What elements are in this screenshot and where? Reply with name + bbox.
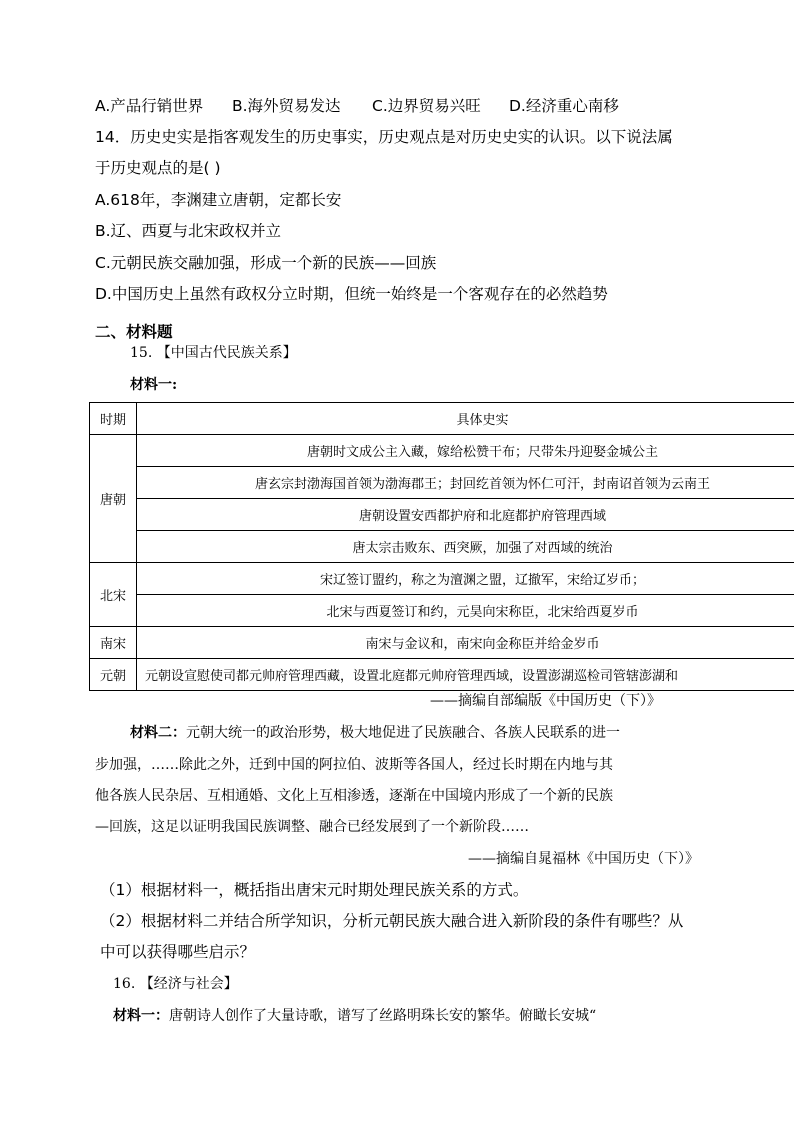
material2-line4: —回族，这足以证明我国民族调整、融合已经发展到了一个新阶段…… xyxy=(95,819,529,835)
table-period-yuan: 元朝 xyxy=(90,659,137,691)
material2-line3: 他各族人民杂居、互相通婚、文化上互相渗透，逐渐在中国境内形成了一个新的民族 xyxy=(95,788,613,804)
q16-material1-label: 材料一： xyxy=(113,1008,169,1024)
table-cell: 唐朝设置安西都护府和北庭都护府管理西域 xyxy=(137,499,794,531)
q14-stem-line1: 14．历史史实是指客观发生的历史事实，历史观点是对历史史实的认识。以下说法属 xyxy=(95,128,673,146)
source-citation-1: ——摘编自部编版《中国历史（下）》 xyxy=(430,693,661,709)
q13-option-a: A.产品行销世界 xyxy=(95,97,204,115)
q13-option-b: B.海外贸易发达 xyxy=(232,97,341,115)
history-table xyxy=(89,402,794,691)
q14-option-d: D.中国历史上虽然有政权分立时期，但统一始终是一个客观存在的必然趋势 xyxy=(95,285,608,303)
material2-text: 元朝大统一的政治形势，极大地促进了民族融合、各族人民联系的进一 xyxy=(186,725,620,741)
material2-line1 xyxy=(130,723,620,743)
q14-option-a: A.618年，李渊建立唐朝，定都长安 xyxy=(95,191,342,209)
q16-title: 16. 【经济与社会】 xyxy=(113,976,238,992)
table-cell: 宋辽签订盟约，称之为澶渊之盟，辽撤军，宋给辽岁币； xyxy=(137,563,794,595)
table-cell: 唐太宗击败东、西突厥，加强了对西域的统治 xyxy=(137,531,794,563)
table-cell: 唐玄宗封渤海国首领为渤海郡王；封回纥首领为怀仁可汗，封南诏首领为云南王 xyxy=(137,467,794,499)
q16-material1-text: 唐朝诗人创作了大量诗歌，谱写了丝路明珠长安的繁华。俯瞰长安城“ xyxy=(169,1008,597,1024)
q15-title: 15. 【中国古代民族关系】 xyxy=(130,345,297,361)
q16-material1 xyxy=(113,1006,596,1026)
table-header-facts: 具体史实 xyxy=(137,403,794,435)
source-citation-2: ——摘编自晁福林《中国历史（下）》 xyxy=(468,851,699,867)
q15-material1-label: 材料一: xyxy=(130,377,178,393)
table-cell: 唐朝时文成公主入藏，嫁给松赞干布；尺带朱丹迎娶金城公主 xyxy=(137,435,794,467)
q15-question-1: （1）根据材料一，概括指出唐宋元时期处理民族关系的方式。 xyxy=(100,881,529,899)
q14-stem-line2: 于历史观点的是( ) xyxy=(95,159,221,177)
q14-option-c: C.元朝民族交融加强，形成一个新的民族——回族 xyxy=(95,254,437,272)
table-period-nansong: 南宋 xyxy=(90,627,137,659)
q15-question-2-cont: 中可以获得哪些启示？ xyxy=(100,943,256,961)
table-cell: 南宋与金议和，南宋向金称臣并给金岁币 xyxy=(137,627,794,659)
q13-option-c: C.边界贸易兴旺 xyxy=(372,97,481,115)
section-title: 二、材料题 xyxy=(95,323,173,341)
q13-option-d: D.经济重心南移 xyxy=(509,97,619,115)
material2-label: 材料二： xyxy=(130,725,186,741)
table-cell: 北宋与西夏签订和约，元昊向宋称臣，北宋给西夏岁币 xyxy=(137,595,794,627)
q15-question-2: （2）根据材料二并结合所学知识，分析元朝民族大融合进入新阶段的条件有哪些？从 xyxy=(100,912,684,930)
material2-line2: 步加强，……除此之外，迁到中国的阿拉伯、波斯等各国人，经过长时期在内地与其 xyxy=(95,757,613,773)
table-cell: 元朝设宣慰使司都元帅府管理西藏，设置北庭都元帅府管理西域，设置澎湖巡检司管辖澎湖和 xyxy=(137,659,794,691)
table-header-period: 时期 xyxy=(90,403,137,435)
q13-options xyxy=(95,96,619,116)
q14-option-b: B.辽、西夏与北宋政权并立 xyxy=(95,222,282,240)
table-period-beisong: 北宋 xyxy=(90,563,137,627)
table-period-tang: 唐朝 xyxy=(90,435,137,563)
